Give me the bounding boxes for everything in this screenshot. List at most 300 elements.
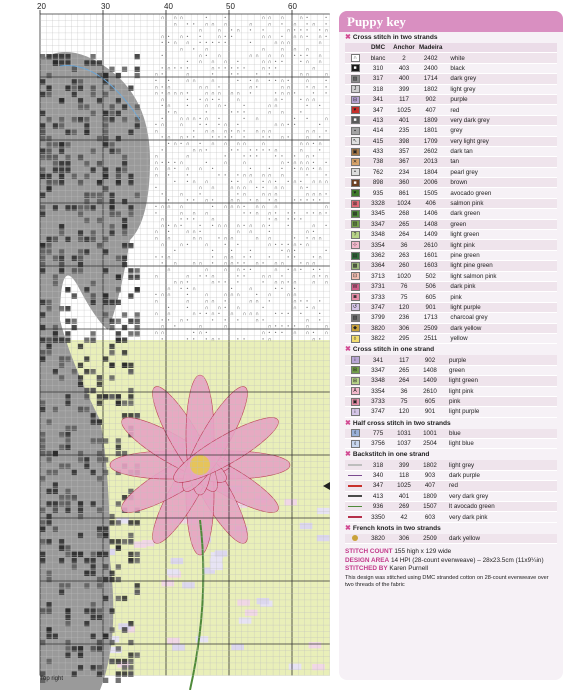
svg-text:•: • [211,97,214,103]
svg-text:•: • [186,179,189,185]
svg-text:•: • [211,198,214,204]
anchor-code: 75 [391,396,417,406]
svg-text:∩: ∩ [255,261,259,267]
backstitch-line-icon [348,485,362,487]
svg-text:•: • [167,79,170,84]
svg-text:∩: ∩ [179,135,184,141]
svg-text:∩: ∩ [160,123,165,129]
svg-text:•: • [324,79,328,84]
svg-text:∩: ∩ [167,135,171,141]
stitch-symbol-icon: ▥ [351,220,360,228]
svg-text:•: • [293,255,296,261]
anchor-code: 76 [391,281,417,291]
svg-text:∩: ∩ [261,142,265,147]
symbol-cell [345,470,365,480]
svg-text:•: • [324,223,328,229]
dmc-code: 3348 [365,230,391,240]
svg-text:•: • [293,154,296,160]
svg-text:•: • [249,249,252,255]
svg-text:•: • [318,268,322,273]
madeira-code: 1601 [417,250,444,260]
backstitch-line-icon [348,464,362,466]
section-heading-text: Half cross stitch in two strands [352,419,451,427]
svg-text:•: • [223,135,227,141]
dmc-code: 413 [365,491,391,501]
svg-text:•: • [312,255,315,261]
svg-text:•: • [154,186,158,192]
svg-text:•: • [217,280,221,286]
svg-text:•: • [280,312,284,318]
svg-text:∩: ∩ [160,217,165,223]
svg-text:∩: ∩ [236,305,240,311]
madeira-code: 1802 [417,84,444,94]
svg-text:•: • [312,167,315,173]
svg-text:•: • [230,110,233,116]
key-sections [339,33,563,544]
svg-text:•: • [268,223,271,229]
svg-text:∩: ∩ [324,179,328,185]
svg-text:•: • [223,318,227,324]
madeira-code: 407 [417,105,444,115]
svg-text:•: • [274,324,277,330]
svg-text:∩: ∩ [198,85,202,91]
svg-text:∩: ∩ [192,79,196,84]
svg-text:•: • [312,142,315,147]
svg-text:•: • [299,97,303,103]
column-header: Madeira [419,44,443,52]
dmc-code: 3347 [365,365,391,375]
svg-text:∩: ∩ [179,123,184,129]
colour-name: pink [444,292,557,302]
svg-text:•: • [305,198,309,204]
svg-text:∩: ∩ [192,211,196,217]
madeira-code: 1406 [417,209,444,219]
dmc-code: 3747 [365,407,391,417]
svg-text:•: • [160,66,164,72]
svg-text:•: • [268,299,271,305]
colour-name: dark tan [444,146,557,156]
madeira-code: 1709 [417,136,444,146]
svg-text:∩: ∩ [173,22,177,28]
svg-text:∩: ∩ [324,28,328,34]
svg-text:•: • [286,211,290,217]
anchor-code: 1025 [391,481,417,491]
stitch-symbol-icon: ■ [351,179,360,187]
dmc-code: blanc [365,53,391,63]
svg-text:•: • [198,230,202,236]
key-row [345,105,557,115]
svg-text:∩: ∩ [205,116,209,122]
stitch-symbol-icon: ◆ [351,324,360,332]
french-knot-icon [352,535,358,541]
svg-text:∩: ∩ [205,129,209,135]
svg-text:∩: ∩ [205,85,209,91]
section-heading [339,524,563,534]
svg-text:•: • [167,223,170,229]
dmc-code: 414 [365,126,391,136]
colour-name: light green [443,376,557,386]
svg-text:∩: ∩ [205,305,209,311]
stitch-symbol-icon: ↺ [351,303,360,311]
dmc-code: 3350 [365,512,391,522]
svg-text:•: • [223,173,227,179]
anchor-code: 2 [391,53,417,63]
svg-text:•: • [211,205,214,210]
name-column-header [444,43,557,53]
madeira-code: 1408 [417,219,444,229]
svg-text:∩: ∩ [312,280,316,286]
svg-text:•: • [160,318,164,324]
svg-text:∩: ∩ [167,312,171,318]
svg-text:•: • [305,116,309,122]
svg-text:∩: ∩ [305,47,310,53]
svg-text:•: • [305,211,309,217]
anchor-code: 42 [391,512,417,522]
svg-text:∩: ∩ [312,261,316,267]
stitch-symbol-icon: ▪ [351,127,360,135]
anchor-code: 234 [391,167,417,177]
svg-text:•: • [192,217,196,223]
svg-text:•: • [242,337,246,343]
svg-text:•: • [236,274,240,280]
svg-text:∩: ∩ [255,129,259,135]
svg-text:∩: ∩ [299,148,303,154]
svg-text:•: • [268,148,271,154]
svg-text:•: • [223,41,227,47]
svg-text:∩: ∩ [205,242,209,248]
svg-text:•: • [286,223,290,229]
svg-text:•: • [205,16,208,21]
svg-text:∩: ∩ [286,249,291,255]
svg-text:•: • [261,135,265,141]
symbol-cell [345,167,365,177]
svg-text:∩: ∩ [211,337,215,343]
colour-name: lt avocado green [443,502,557,512]
svg-text:•: • [242,66,246,72]
column-header: DMC [365,43,391,53]
svg-text:•: • [230,66,233,72]
svg-text:∩: ∩ [160,16,165,21]
svg-text:•: • [249,91,252,97]
svg-text:•: • [236,261,240,267]
stitch-symbol-icon: ↖ [351,137,360,145]
svg-text:∩: ∩ [255,211,259,217]
svg-text:•: • [242,104,246,110]
svg-text:•: • [167,173,170,179]
svg-text:∩: ∩ [255,236,259,242]
key-table [345,460,557,522]
svg-text:•: • [324,211,328,217]
svg-text:•: • [249,41,252,47]
svg-text:•: • [205,331,208,336]
svg-text:•: • [242,129,246,135]
svg-text:∩: ∩ [217,34,221,40]
svg-text:•: • [186,337,189,343]
svg-text:∩: ∩ [230,236,234,242]
svg-text:•: • [324,91,328,97]
svg-text:∩: ∩ [274,217,278,223]
svg-text:•: • [186,242,189,248]
key-row [345,512,557,522]
svg-text:•: • [324,22,328,28]
svg-text:∩: ∩ [205,22,209,28]
svg-text:∩: ∩ [198,28,202,34]
svg-text:∩: ∩ [268,60,272,66]
chart-caption: Top right [40,676,64,682]
svg-text:∩: ∩ [286,85,291,91]
colour-name: pearl grey [444,167,557,177]
svg-text:•: • [305,28,309,34]
svg-text:•: • [293,217,296,223]
svg-text:•: • [179,142,183,147]
svg-text:∩: ∩ [293,34,297,40]
svg-text:•: • [217,236,221,242]
svg-text:∩: ∩ [205,299,209,305]
svg-text:∩: ∩ [236,186,240,192]
svg-text:•: • [217,66,221,72]
svg-text:∩: ∩ [242,312,247,318]
svg-text:•: • [286,160,290,166]
anchor-code: 236 [391,313,417,323]
svg-text:∩: ∩ [167,268,171,273]
svg-text:∩: ∩ [186,41,190,47]
symbol-cell [345,333,365,343]
key-row [345,355,557,365]
svg-text:•: • [154,293,158,299]
svg-text:∩: ∩ [211,274,215,280]
stitch-count-value: 155 high x 129 wide [394,548,452,556]
svg-text:•: • [186,286,189,292]
svg-text:•: • [192,129,196,135]
section-heading-text: French knots in two strands [352,524,441,532]
svg-text:∩: ∩ [242,186,247,192]
svg-text:•: • [249,268,252,273]
svg-text:•: • [211,255,214,261]
svg-text:•: • [198,116,202,122]
svg-text:•: • [305,85,309,91]
svg-text:∩: ∩ [324,116,328,122]
svg-text:•: • [198,41,202,47]
section-heading-text: Backstitch in one strand [352,451,430,459]
svg-text:•: • [268,217,271,223]
anchor-code: 269 [391,502,417,512]
stitch-symbol-icon: ⅰ [351,356,360,364]
svg-text:•: • [286,324,290,330]
svg-text:∩: ∩ [230,255,234,261]
svg-text:∩: ∩ [318,211,322,217]
madeira-code: 603 [417,512,443,522]
svg-text:•: • [198,312,202,318]
column-header: Anchor [391,43,417,53]
section-heading-text: Cross stitch in two strands [352,34,438,41]
svg-text:∩: ∩ [305,129,310,135]
colour-name: purple [444,94,557,104]
section-heading [339,450,563,460]
svg-text:∩: ∩ [293,331,297,336]
svg-text:•: • [274,242,277,248]
key-row [345,323,557,333]
dmc-code: 3731 [365,281,391,291]
svg-text:∩: ∩ [186,167,190,173]
svg-text:∩: ∩ [198,324,202,330]
colour-name: dark yellow [444,323,557,333]
svg-text:•: • [293,123,296,129]
svg-text:•: • [305,305,309,311]
svg-text:•: • [324,85,328,91]
anchor-code: 1037 [391,439,417,449]
svg-text:∩: ∩ [167,167,171,173]
svg-text:∩: ∩ [217,28,221,34]
key-row [345,198,557,208]
svg-text:•: • [274,211,277,217]
symbol-cell [345,376,365,386]
svg-text:•: • [268,72,271,78]
svg-text:•: • [217,85,221,91]
madeira-code: 2602 [417,146,444,156]
svg-text:•: • [274,154,277,160]
colour-name: very dark grey [444,115,557,125]
svg-text:•: • [261,337,265,343]
svg-text:∩: ∩ [211,186,215,192]
svg-text:•: • [230,148,233,154]
anchor-code: 263 [391,250,417,260]
svg-text:•: • [236,173,240,179]
svg-text:•: • [154,123,158,129]
svg-text:∩: ∩ [293,160,297,166]
ruler-label: 40 [164,2,173,11]
colour-name: white [444,53,557,63]
colour-name: light purple [444,302,557,312]
stitch-symbol-icon: ⊟ [351,96,360,104]
svg-text:•: • [223,299,227,305]
anchor-code: 75 [391,292,417,302]
svg-text:•: • [160,192,164,198]
dmc-code: 935 [365,188,391,198]
svg-text:∩: ∩ [217,91,221,97]
svg-text:∩: ∩ [242,142,247,147]
anchor-code: 401 [391,115,417,125]
stitch-symbol-icon: ◙ [351,293,360,301]
svg-text:•: • [293,53,296,59]
svg-text:∩: ∩ [268,211,272,217]
dmc-code: 775 [365,429,391,439]
svg-text:∩: ∩ [223,236,228,242]
svg-text:•: • [274,79,277,84]
svg-text:∩: ∩ [305,331,310,336]
svg-text:∩: ∩ [249,299,253,305]
anchor-code: 36 [391,240,417,250]
svg-text:•: • [205,312,208,318]
svg-text:∩: ∩ [192,116,196,122]
svg-text:∩: ∩ [280,41,284,47]
svg-text:∩: ∩ [179,116,184,122]
svg-text:∩: ∩ [230,205,234,210]
key-row [345,407,557,417]
key-row [345,53,557,63]
colour-name: brown [444,178,557,188]
svg-text:∩: ∩ [293,293,297,299]
symbol-cell [345,209,365,219]
svg-text:∩: ∩ [268,16,272,21]
svg-text:•: • [242,135,246,141]
svg-text:•: • [268,167,271,173]
backstitch-line-icon [348,495,362,497]
svg-text:•: • [211,41,214,47]
svg-text:•: • [299,60,303,66]
svg-text:∩: ∩ [312,274,316,280]
svg-text:•: • [173,160,177,166]
svg-text:•: • [268,255,271,261]
svg-text:•: • [192,22,196,28]
svg-text:∩: ∩ [167,205,171,210]
svg-text:∩: ∩ [205,91,209,97]
svg-text:∩: ∩ [167,286,171,292]
svg-text:•: • [192,198,196,204]
stitch-symbol-icon: ◊ [351,335,360,343]
key-row [345,502,557,512]
svg-text:∩: ∩ [192,230,196,236]
svg-text:•: • [160,160,164,166]
svg-text:•: • [261,179,265,185]
svg-text:∩: ∩ [217,223,221,229]
svg-text:∩: ∩ [205,211,209,217]
svg-text:•: • [167,110,170,116]
stitch-symbol-icon: ⊞ [351,377,360,385]
svg-text:•: • [255,293,259,299]
svg-text:∩: ∩ [211,22,215,28]
svg-text:∩: ∩ [324,72,328,78]
stitch-symbol-icon: ⊡ [351,272,360,280]
svg-text:∩: ∩ [230,261,234,267]
madeira-code: 1713 [417,313,444,323]
section-heading-text: Cross stitch in one strand [352,346,435,354]
svg-text:•: • [167,318,170,324]
cross-bullet-icon: ✖ [345,419,351,427]
key-row [345,250,557,260]
svg-text:∩: ∩ [255,79,259,84]
svg-text:∩: ∩ [236,91,240,97]
svg-text:∩: ∩ [223,22,228,28]
symbol-cell [345,230,365,240]
colour-name: red [444,105,557,115]
svg-text:∩: ∩ [223,160,228,166]
svg-text:•: • [230,286,233,292]
svg-text:∩: ∩ [293,242,297,248]
svg-text:•: • [205,148,208,154]
svg-text:•: • [186,305,189,311]
svg-text:•: • [236,192,240,198]
madeira-code: 502 [417,271,444,281]
svg-text:•: • [236,179,240,185]
svg-text:∩: ∩ [305,142,310,147]
svg-text:∩: ∩ [173,142,177,147]
svg-text:•: • [236,318,240,324]
svg-text:∩: ∩ [192,179,196,185]
svg-text:•: • [249,198,252,204]
dmc-code: 3756 [365,439,391,449]
colour-name: dark grey [444,74,557,84]
key-footer [339,544,563,589]
svg-text:•: • [261,305,265,311]
svg-text:∩: ∩ [211,60,215,66]
svg-text:∩: ∩ [223,205,228,210]
svg-text:∩: ∩ [211,142,215,147]
symbol-cell [345,105,365,115]
svg-text:∩: ∩ [236,230,240,236]
svg-text:∩: ∩ [205,97,209,103]
svg-text:•: • [217,135,221,141]
svg-text:•: • [312,91,315,97]
